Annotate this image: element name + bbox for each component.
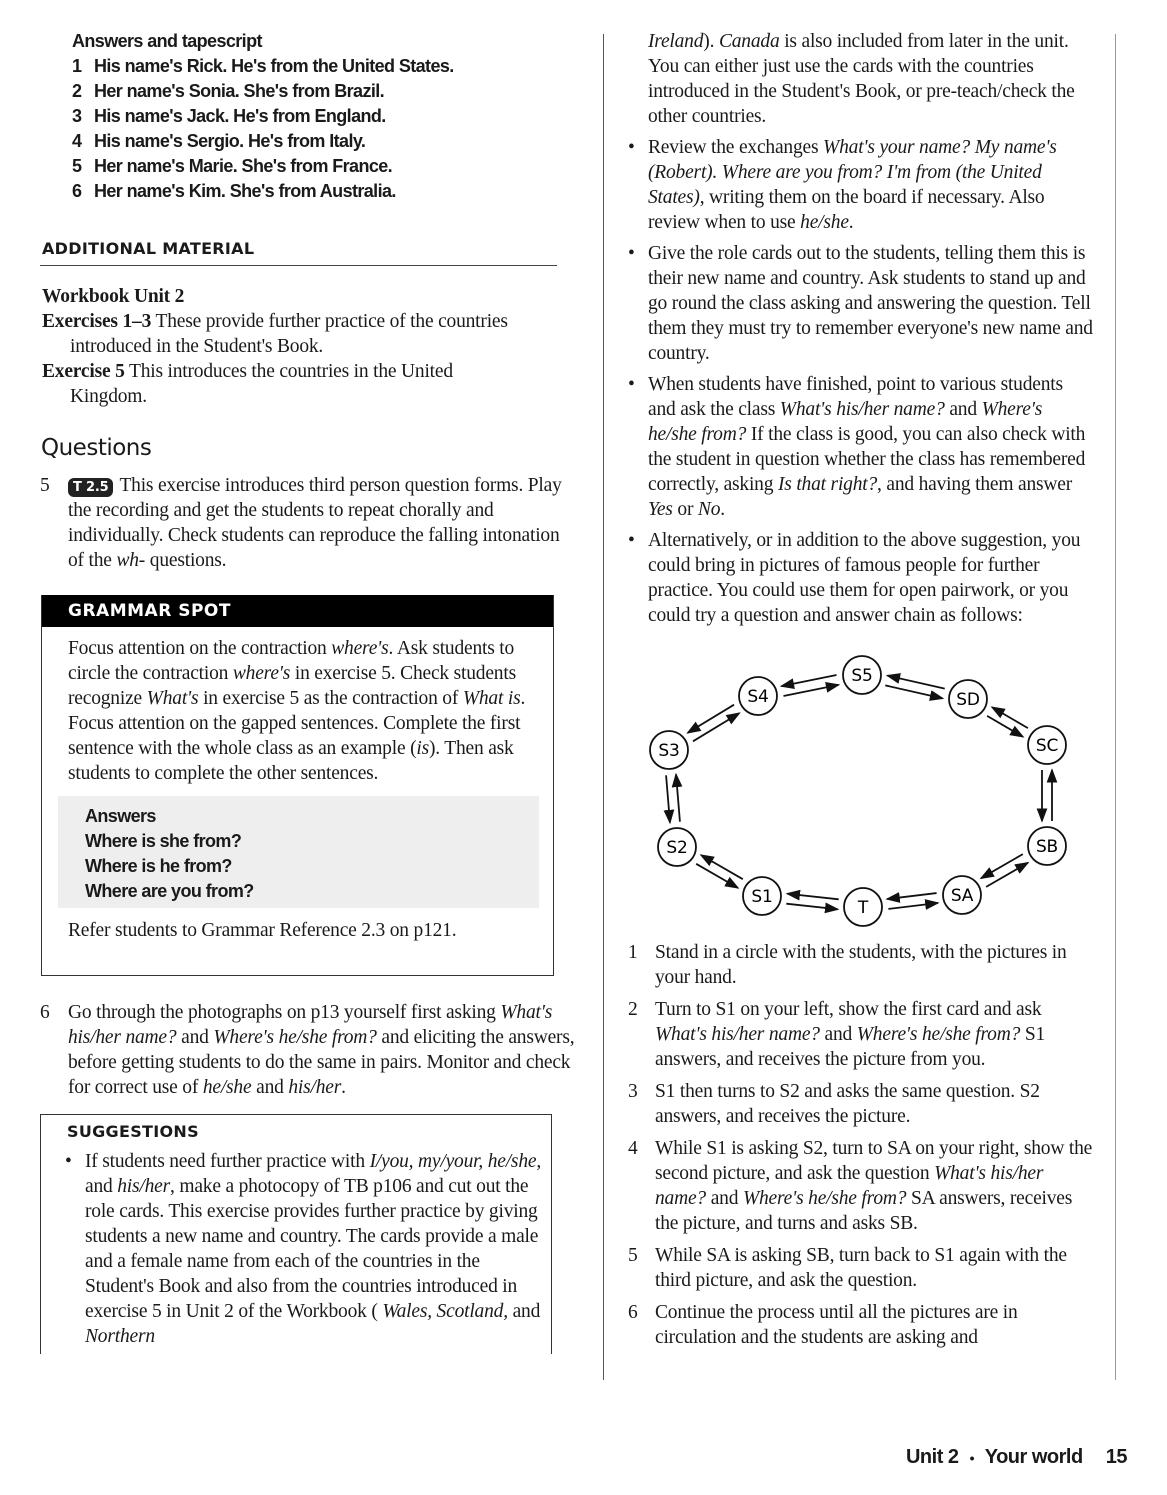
heading-rule	[40, 265, 557, 266]
step-number: 2	[628, 999, 638, 1020]
exercise-text: This introduces the countries in the United Kingdom.	[70, 361, 453, 407]
footer-separator: •	[969, 1450, 975, 1466]
node-s3	[650, 731, 688, 769]
footer-unit: Unit 2	[905, 1446, 959, 1468]
step-item	[628, 940, 1093, 990]
italic-term: is	[416, 738, 429, 759]
italic-term: What's his/her name?	[655, 1024, 820, 1045]
answer-text: His name's Sergio. He's from Italy.	[94, 131, 366, 151]
text: Focus attention on the gapped sentences. Complete the first sentence with the whole class as an example (	[68, 713, 521, 759]
text: . Ask students to circle the contraction	[68, 638, 515, 684]
step-item	[628, 1300, 1093, 1350]
text: or	[677, 499, 694, 520]
node-s5	[843, 656, 881, 694]
answer-line: Where is he from?	[85, 856, 232, 876]
additional-material-heading: ADDITIONAL MATERIAL	[42, 239, 255, 258]
arrow	[987, 716, 1023, 737]
grammar-paragraph	[68, 711, 543, 786]
answer-number: 6	[72, 181, 82, 201]
answer-text: Her name's Kim. She's from Australia.	[94, 181, 396, 201]
answers-block	[72, 29, 557, 204]
node-label: S3	[658, 741, 680, 761]
arrow	[666, 775, 670, 822]
answer-text: His name's Jack. He's from England.	[94, 106, 386, 126]
text: Turn to S1 on your left, show the first card and ask	[655, 999, 1042, 1020]
text: If students need further practice with	[85, 1151, 365, 1172]
answers-heading: Answers and tapescript	[72, 31, 262, 51]
text: in exercise 5 as the contraction of	[203, 688, 459, 709]
arrow	[701, 855, 743, 879]
text: is also included from later in the unit. You can either just use the cards with the countries introduced in the Student's Book, or pre-teach/check the other countries.	[648, 31, 1075, 127]
text: and	[512, 1301, 541, 1322]
arrow	[887, 676, 944, 689]
suggestions-heading: SUGGESTIONS	[67, 1122, 199, 1141]
page-edge-rule	[1115, 34, 1116, 1380]
exercise-text: This exercise introduces third person question forms. Play the recording and get the students to repeat chorally and individually. Check students can reproduce the falling intonation of the	[68, 475, 562, 571]
text: .	[848, 212, 854, 233]
steps-list	[628, 940, 1093, 1350]
italic-term: Canada	[718, 31, 780, 52]
grammar-paragraph	[68, 636, 543, 711]
italic-term: What is	[462, 688, 521, 709]
italic-term: What's	[146, 688, 199, 709]
answer-number: 2	[72, 81, 82, 101]
text: .	[720, 499, 725, 520]
italic-term: he/she	[800, 212, 849, 233]
answers-heading: Answers	[85, 806, 156, 826]
node-s2	[658, 828, 696, 866]
text: When students have finished, point to various students and ask the class	[648, 374, 1063, 420]
node-sa	[943, 876, 981, 914]
grammar-spot-title: GRAMMAR SPOT	[42, 595, 553, 627]
page-number: 15	[1105, 1446, 1127, 1468]
italic-term: he/she	[202, 1077, 252, 1098]
arrow	[782, 675, 837, 686]
italic-term: his/her	[288, 1077, 342, 1098]
italic-term: Where's he/she from?	[213, 1027, 377, 1048]
step-item	[628, 1079, 1093, 1129]
italic-term: Where's he/she from?	[856, 1024, 1021, 1045]
italic-term: Where's he/she from?	[648, 399, 1043, 445]
suggestion-bullet	[65, 1149, 541, 1349]
text: and	[710, 1188, 739, 1209]
text: Stand in a circle with the students, with the pictures in your hand.	[655, 942, 1067, 988]
step-number: 3	[628, 1081, 638, 1102]
text: S1 answers, and receives the picture from you.	[655, 1024, 1046, 1070]
italic-term: Wales, Scotland,	[382, 1301, 508, 1322]
arrow	[888, 903, 937, 909]
italic-term: No	[697, 499, 721, 520]
question-chain-diagram	[628, 640, 1093, 930]
answer-number: 1	[72, 56, 82, 76]
text: and	[181, 1027, 209, 1048]
grammar-spot-text	[42, 627, 553, 786]
exercise-5-workbook	[42, 359, 512, 409]
left-column	[40, 29, 575, 1354]
arrow	[786, 904, 837, 910]
text: and eliciting the answers, before getting students to do the same in pairs. Monitor and check for correct use of	[68, 1027, 575, 1098]
text: While SA is asking SB, turn back to S1 again with the third picture, and ask the question.	[655, 1245, 1067, 1291]
italic-term: Ireland	[648, 31, 704, 52]
answer-text: His name's Rick. He's from the United States.	[94, 56, 454, 76]
answer-item	[72, 179, 557, 204]
arrow	[688, 705, 734, 733]
answer-number: 5	[72, 156, 82, 176]
exercise-6	[40, 1000, 580, 1100]
text: Focus attention on the contraction	[68, 638, 327, 659]
node-sd	[949, 680, 987, 718]
workbook-label: Workbook Unit 2	[42, 286, 185, 307]
italic-term: I/you, my/your, he/she,	[369, 1151, 542, 1172]
step-item	[628, 1136, 1093, 1236]
suggestion-continued	[648, 29, 1093, 129]
arrow	[693, 713, 739, 741]
bullet-review	[628, 135, 1093, 235]
text: and	[824, 1024, 853, 1045]
audio-track-badge[interactable]: T 2.5	[68, 478, 113, 497]
node-label: T	[857, 898, 869, 918]
text: SA answers, receives the picture, and turns and asks SB.	[655, 1188, 1073, 1234]
answer-item	[72, 129, 557, 154]
text: and	[256, 1077, 284, 1098]
exercises-1-3	[42, 309, 512, 359]
additional-material	[42, 284, 512, 409]
page-footer	[906, 1445, 1127, 1471]
bullet-role-cards: • Give the role cards out to the students, telling them this is their new name and country. Ask students to stand up and go round the class asking and answering the question. Tell them they must try to remember everyone's new name and country.	[628, 241, 1093, 366]
text: , and having them answer	[877, 474, 1073, 495]
italic-term: his/her	[117, 1176, 171, 1197]
italic-term: Is that right?	[777, 474, 878, 495]
italic-term: What's his/her name?	[68, 1002, 553, 1048]
italic-term: where's	[331, 638, 389, 659]
grammar-spot-box	[41, 595, 554, 976]
footer-title: Your world	[984, 1446, 1083, 1468]
italic-term: Yes	[648, 499, 673, 520]
arrow	[787, 894, 838, 900]
answer-item	[72, 54, 557, 79]
arrow	[986, 863, 1028, 887]
grammar-answers	[58, 796, 539, 908]
exercise-number: 5	[40, 475, 50, 496]
step-number: 1	[628, 942, 638, 963]
node-t	[844, 888, 882, 926]
right-column	[628, 29, 1093, 1357]
text: Go through the photographs on p13 yourself first asking	[68, 1002, 496, 1023]
text: and	[949, 399, 977, 420]
italic-term: wh-	[116, 550, 146, 571]
suggestions-box	[40, 1114, 552, 1354]
node-label: SC	[1035, 736, 1059, 756]
node-sb	[1028, 827, 1066, 865]
arrow	[676, 775, 680, 822]
italic-term: What's his/her name?	[655, 1163, 1044, 1209]
step-item	[628, 1243, 1093, 1293]
step-number: 5	[628, 1245, 638, 1266]
bullet-check	[628, 372, 1093, 522]
exercise-label: Exercises 1–3	[42, 311, 152, 332]
answer-line: Where is she from?	[85, 831, 242, 851]
node-label: S4	[747, 687, 769, 707]
arrow	[696, 864, 738, 888]
text: .	[520, 688, 526, 709]
exercise-text: questions.	[149, 550, 227, 571]
arrow	[783, 685, 838, 696]
bullet-alternative: • Alternatively, or in addition to the above suggestion, you could bring in pictures of famous people for further practice. You could use them for open pairwork, or you could try a question and answer chain as follows:	[628, 528, 1093, 628]
italic-term: where's	[232, 663, 291, 684]
node-s1	[743, 877, 781, 915]
text: in exercise 5. Check students recognize	[68, 663, 516, 709]
node-label: S2	[666, 838, 688, 858]
italic-term: Northern	[85, 1326, 155, 1347]
arrow	[992, 707, 1028, 728]
node-label: SB	[1035, 837, 1059, 857]
text: Continue the process until all the pictures are in circulation and the students are asking and	[655, 1302, 1018, 1348]
grammar-reference-note: Refer students to Grammar Reference 2.3 on p121.	[68, 920, 457, 941]
italic-term: What's his/her name?	[779, 399, 945, 420]
arrow	[981, 854, 1023, 878]
node-label: S1	[751, 887, 773, 907]
exercise-label: Exercise 5	[42, 361, 125, 382]
arrow	[885, 685, 942, 698]
answer-item	[72, 154, 557, 179]
node-sc	[1028, 726, 1066, 764]
answer-number: 4	[72, 131, 82, 151]
arrow	[887, 893, 936, 899]
answer-text: Her name's Marie. She's from France.	[94, 156, 393, 176]
step-number: 4	[628, 1138, 638, 1159]
node-label: S5	[851, 666, 873, 686]
answer-number: 3	[72, 106, 82, 126]
answer-line: Where are you from?	[85, 881, 254, 901]
text: , writing them on the board if necessary. Also review when to use	[648, 187, 1045, 233]
answer-item	[72, 79, 557, 104]
node-label: SA	[950, 886, 974, 906]
text: , make a photocopy of TB p106 and cut out the role cards. This exercise provides further practice by giving students a new name and country. The cards provide a male and a female name from each of the countries in the Student's Book and also from the countries introduced in exercise 5 in Unit 2 of the Workbook (	[85, 1176, 539, 1322]
answer-text: Her name's Sonia. She's from Brazil.	[94, 81, 385, 101]
questions-heading: Questions	[41, 435, 152, 461]
answer-item	[72, 104, 557, 129]
text: .	[341, 1077, 346, 1098]
text: ).	[703, 31, 715, 52]
exercise-number: 6	[40, 1002, 50, 1023]
text: S1 then turns to S2 and asks the same question. S2 answers, and receives the picture.	[655, 1081, 1040, 1127]
exercise-text: These provide further practice of the countries introduced in the Student's Book.	[70, 311, 508, 357]
text: If the class is good, you can also check with the student in question whether the class has remembered correctly, asking	[648, 424, 1086, 495]
italic-term: Where's he/she from?	[742, 1188, 907, 1209]
step-number: 6	[628, 1302, 638, 1323]
column-divider	[603, 34, 604, 1380]
node-label: SD	[956, 690, 980, 710]
text: ). Then ask students to complete the other sentences.	[68, 738, 514, 784]
italic-term: What's your name? My name's (Robert). Where are you from? I'm from (the United States)	[648, 137, 1057, 208]
text: While S1 is asking S2, turn to SA on your right, show the second picture, and ask the question	[655, 1138, 1093, 1184]
text: Review the exchanges	[648, 137, 819, 158]
text: and	[85, 1176, 113, 1197]
exercise-5	[40, 473, 580, 573]
node-s4	[739, 677, 777, 715]
step-item	[628, 997, 1093, 1072]
